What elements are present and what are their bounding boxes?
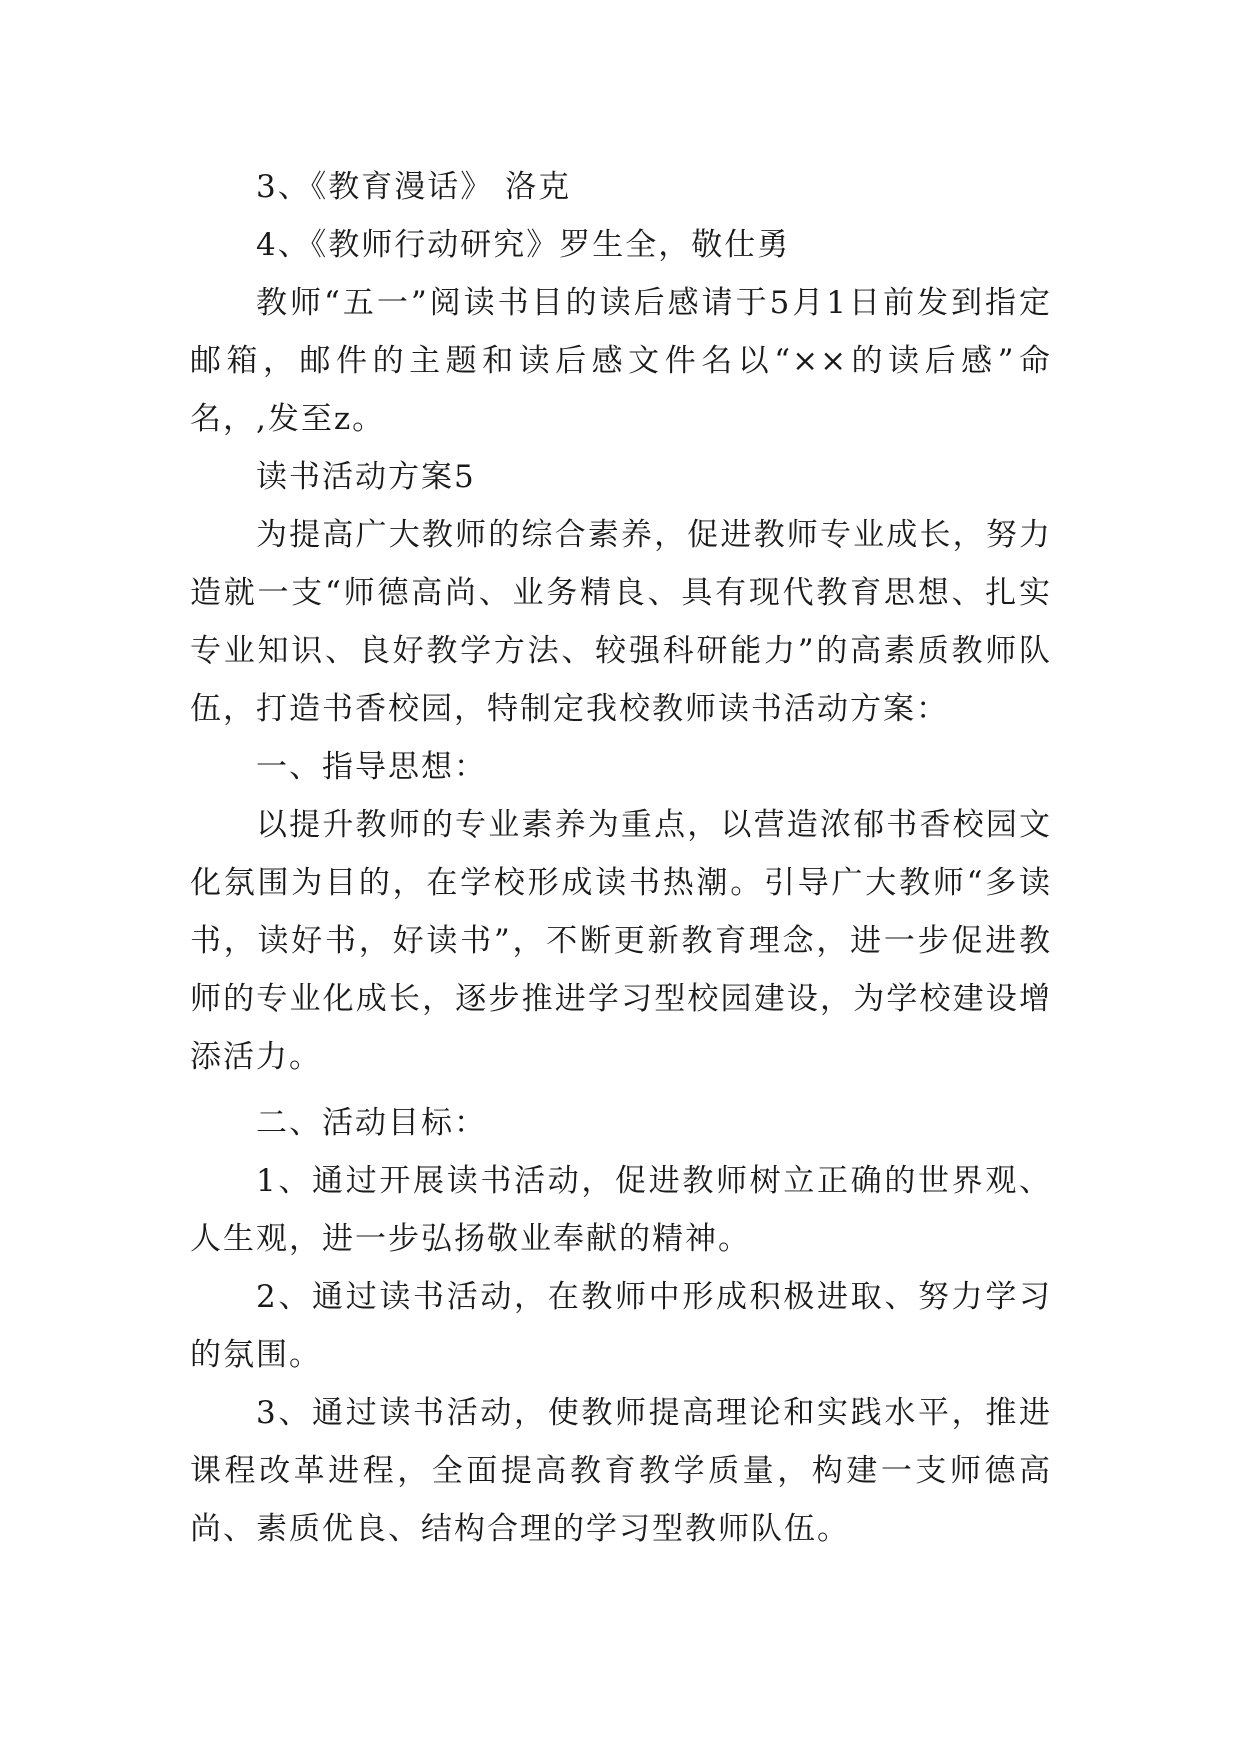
section-title: 读书活动方案5 (256, 459, 476, 495)
submission-note: 教师“五一”阅读书目的读后感请于5月1日前发到指定邮箱，邮件的主题和读后感文件名以“××的读后感”命名，,发至z。 (190, 285, 1052, 437)
goal-item-2: 2、通过读书活动，在教师中形成积极进取、努力学习的氛围。 (190, 1279, 1052, 1373)
intro-paragraph: 为提高广大教师的综合素养，促进教师专业成长，努力造就一支“师德高尚、业务精良、具有现代教育思想、扎实专业知识、良好教学方法、较强科研能力”的高素质教师队伍，打造书香校园，特制定我校教师读书活动方案： (190, 517, 1052, 727)
heading-activity-goals: 二、活动目标： (256, 1105, 487, 1141)
goal-item-3: 3、通过读书活动，使教师提高理论和实践水平，推进课程改革进程，全面提高教育教学质量，构建一支师德高尚、素质优良、结构合理的学习型教师队伍。 (190, 1395, 1052, 1547)
book-item-4: 4、《教师行动研究》罗生全，敬仕勇 (256, 227, 791, 263)
heading-guiding-ideology: 一、指导思想： (256, 749, 487, 785)
goal-item-1: 1、通过开展读书活动，促进教师树立正确的世界观、人生观，进一步弘扬敬业奉献的精神。 (190, 1163, 1052, 1257)
book-item-3: 3、《教育漫话》 洛克 (256, 169, 572, 205)
document-page (190, 158, 1052, 1558)
guiding-ideology-paragraph: 以提升教师的专业素养为重点，以营造浓郁书香校园文化氛围为目的，在学校形成读书热潮。引导广大教师“多读书，读好书，好读书”，不断更新教育理念，进一步促进教师的专业化成长，逐步推进学习型校园建设，为学校建设增添活力。 (190, 807, 1052, 1075)
